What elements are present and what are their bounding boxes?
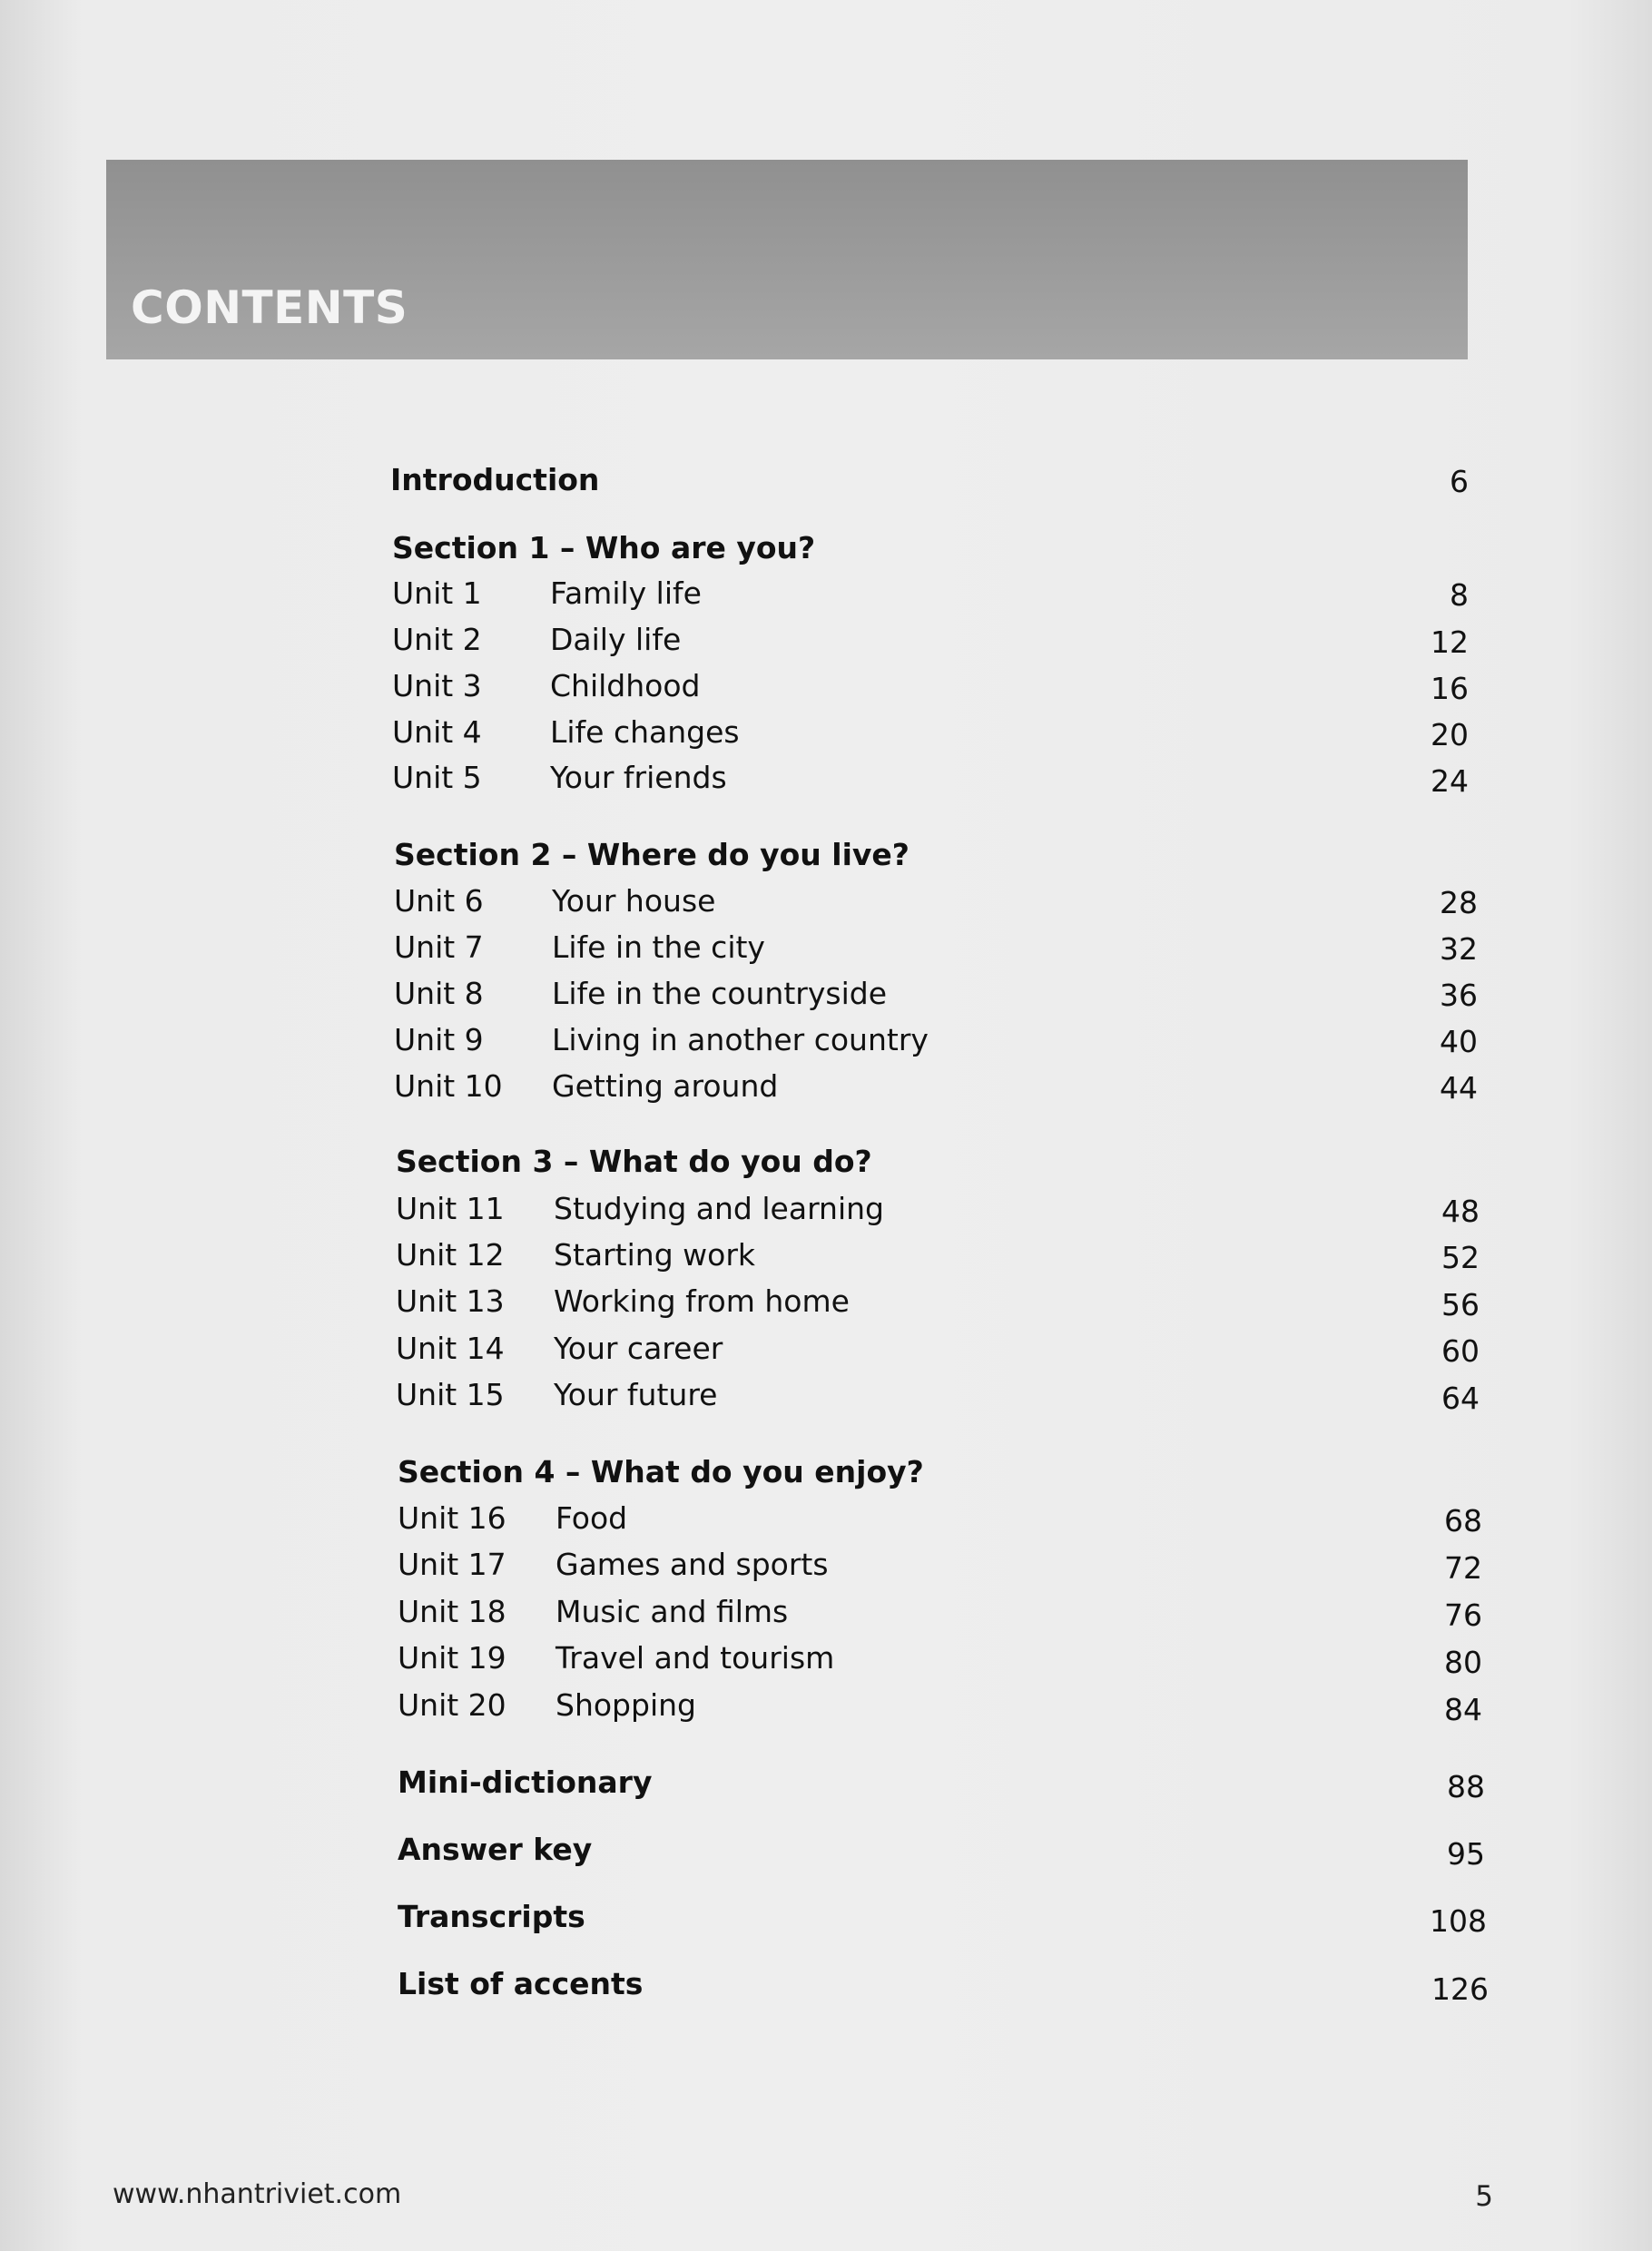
- unit-title: Games and sports: [556, 1547, 829, 1582]
- unit-number: Unit 8: [394, 976, 484, 1011]
- unit-number: Unit 3: [392, 668, 482, 703]
- unit-number: Unit 10: [394, 1068, 503, 1104]
- unit-title: Your career: [554, 1331, 723, 1366]
- unit-title: Life in the city: [552, 929, 765, 965]
- unit-page: 36: [1440, 978, 1478, 1013]
- unit-number: Unit 18: [398, 1594, 506, 1629]
- unit-page: 80: [1444, 1645, 1482, 1680]
- unit-number: Unit 5: [392, 760, 482, 795]
- unit-number: Unit 13: [396, 1283, 505, 1319]
- unit-number: Unit 14: [396, 1331, 505, 1366]
- unit-page: 64: [1441, 1381, 1480, 1416]
- footer-page-number: 5: [1475, 2180, 1493, 2213]
- toc-list-of-accents[interactable]: List of accents: [398, 1966, 644, 2001]
- unit-number: Unit 6: [394, 883, 484, 919]
- unit-title: Life changes: [550, 714, 740, 750]
- unit-page: 40: [1440, 1024, 1478, 1059]
- unit-title: Travel and tourism: [556, 1640, 835, 1676]
- unit-title: Starting work: [554, 1237, 755, 1273]
- unit-page: 68: [1444, 1503, 1482, 1538]
- unit-number: Unit 11: [396, 1191, 505, 1226]
- unit-title: Life in the countryside: [552, 976, 887, 1011]
- unit-page: 28: [1440, 885, 1478, 920]
- section-1-heading[interactable]: Section 1 – Who are you?: [392, 530, 816, 565]
- unit-page: 60: [1441, 1333, 1480, 1369]
- unit-page: 76: [1444, 1597, 1482, 1633]
- unit-page: 72: [1444, 1550, 1482, 1586]
- unit-title: Studying and learning: [554, 1191, 884, 1226]
- unit-title: Working from home: [554, 1283, 850, 1319]
- unit-page: 20: [1431, 717, 1469, 752]
- unit-number: Unit 1: [392, 575, 482, 611]
- unit-number: Unit 7: [394, 929, 484, 965]
- unit-page: 84: [1444, 1692, 1482, 1727]
- unit-title: Your friends: [550, 760, 727, 795]
- unit-page: 44: [1440, 1070, 1478, 1106]
- unit-number: Unit 12: [396, 1237, 505, 1273]
- unit-page: 56: [1441, 1287, 1480, 1322]
- unit-title: Getting around: [552, 1068, 779, 1104]
- unit-number: Unit 15: [396, 1377, 505, 1412]
- unit-page: 48: [1441, 1194, 1480, 1229]
- section-4-heading[interactable]: Section 4 – What do you enjoy?: [398, 1454, 924, 1489]
- unit-title: Childhood: [550, 668, 701, 703]
- unit-page: 32: [1440, 931, 1478, 967]
- unit-number: Unit 2: [392, 622, 482, 657]
- unit-number: Unit 17: [398, 1547, 506, 1582]
- unit-title: Daily life: [550, 622, 682, 657]
- unit-page: 12: [1431, 624, 1469, 660]
- toc-introduction-page: 6: [1450, 464, 1469, 499]
- unit-number: Unit 16: [398, 1500, 506, 1536]
- unit-page: 8: [1450, 577, 1469, 613]
- unit-title: Shopping: [556, 1687, 696, 1723]
- toc-introduction-label[interactable]: Introduction: [390, 462, 600, 497]
- footer-website: www.nhantriviet.com: [113, 2178, 402, 2210]
- unit-number: Unit 4: [392, 714, 482, 750]
- toc-mini-dictionary-page: 88: [1447, 1769, 1485, 1804]
- unit-title: Living in another country: [552, 1022, 929, 1057]
- section-3-heading[interactable]: Section 3 – What do you do?: [396, 1144, 872, 1179]
- toc-mini-dictionary[interactable]: Mini-dictionary: [398, 1764, 653, 1800]
- unit-page: 16: [1431, 671, 1469, 706]
- unit-title: Music and films: [556, 1594, 789, 1629]
- unit-number: Unit 20: [398, 1687, 506, 1723]
- toc-answer-key-page: 95: [1447, 1836, 1485, 1872]
- toc-transcripts[interactable]: Transcripts: [398, 1899, 585, 1934]
- unit-title: Food: [556, 1500, 628, 1536]
- toc-transcripts-page: 108: [1430, 1903, 1487, 1939]
- unit-page: 24: [1431, 763, 1469, 799]
- unit-number: Unit 19: [398, 1640, 506, 1676]
- contents-banner: [106, 160, 1468, 359]
- toc-answer-key[interactable]: Answer key: [398, 1832, 593, 1867]
- unit-number: Unit 9: [394, 1022, 484, 1057]
- page-title: CONTENTS: [131, 281, 408, 334]
- unit-title: Your future: [554, 1377, 718, 1412]
- unit-title: Your house: [552, 883, 716, 919]
- section-2-heading[interactable]: Section 2 – Where do you live?: [394, 837, 910, 872]
- toc-list-of-accents-page: 126: [1431, 1971, 1489, 2007]
- unit-title: Family life: [550, 575, 702, 611]
- unit-page: 52: [1441, 1240, 1480, 1275]
